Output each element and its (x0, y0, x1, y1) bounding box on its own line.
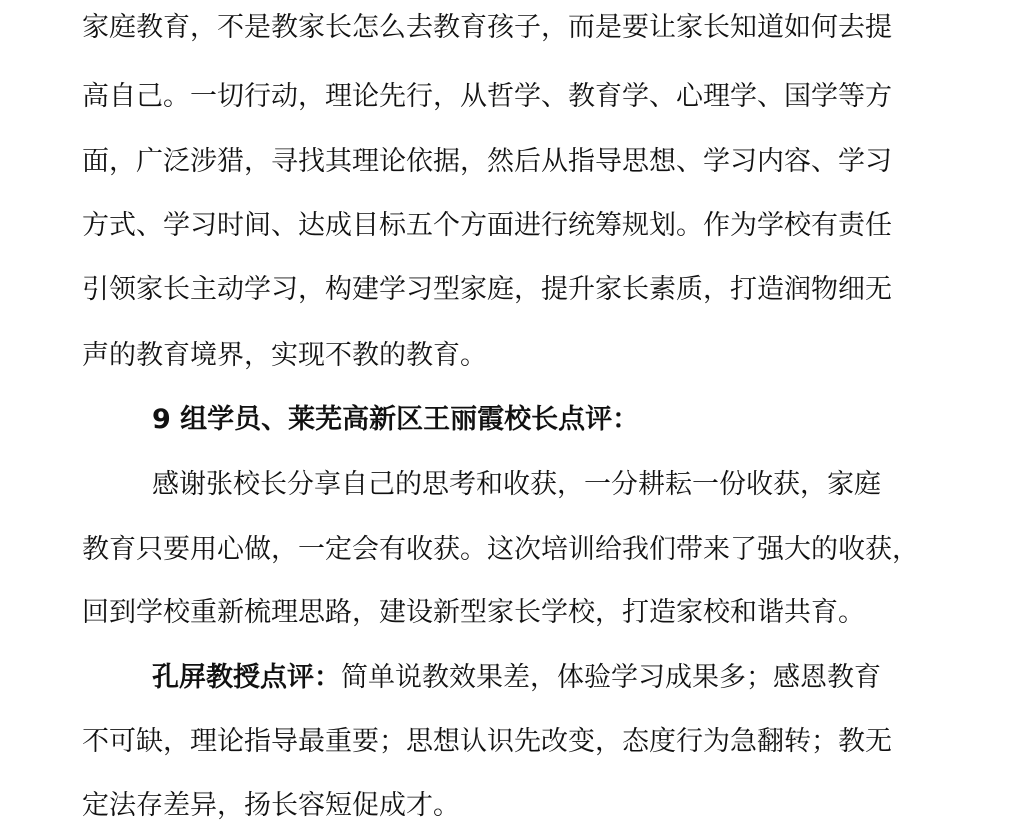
paragraph-line: 家庭教育，不是教家长怎么去教育孩子，而是要让家长知道如何去提 (82, 12, 892, 43)
paragraph-line: 面，广泛涉猎，寻找其理论依据，然后从指导思想、学习内容、学习 (82, 146, 892, 177)
paragraph-line: 声的教育境界，实现不教的教育。 (82, 340, 487, 371)
paragraph-line: 感谢张校长分享自己的思考和收获，一分耕耘一份收获，家庭 (152, 469, 881, 500)
paragraph-line: 不可缺，理论指导最重要；思想认识先改变，态度行为急翻转；教无 (82, 726, 892, 757)
professor-comment-first-line (152, 658, 881, 698)
professor-comment-text: 简单说教效果差，体验学习成果多；感恩教育 (341, 662, 881, 693)
paragraph-line: 方式、学习时间、达成目标五个方面进行统筹规划。作为学校有责任 (82, 210, 892, 241)
paragraph-line: 定法存差异，扬长容短促成才。 (82, 790, 460, 821)
comment-heading: 9 组学员、莱芜高新区王丽霞校长点评： (152, 404, 640, 435)
paragraph-line: 高自己。一切行动，理论先行，从哲学、教育学、心理学、国学等方 (82, 81, 892, 112)
paragraph-line: 教育只要用心做，一定会有收获。这次培训给我们带来了强大的收获， (82, 534, 919, 565)
paragraph-line: 回到学校重新梳理思路，建设新型家长学校，打造家校和谐共育。 (82, 597, 865, 628)
professor-comment-label: 孔屏教授点评： (152, 662, 341, 693)
paragraph-line: 引领家长主动学习，构建学习型家庭，提升家长素质，打造润物细无 (82, 274, 892, 305)
